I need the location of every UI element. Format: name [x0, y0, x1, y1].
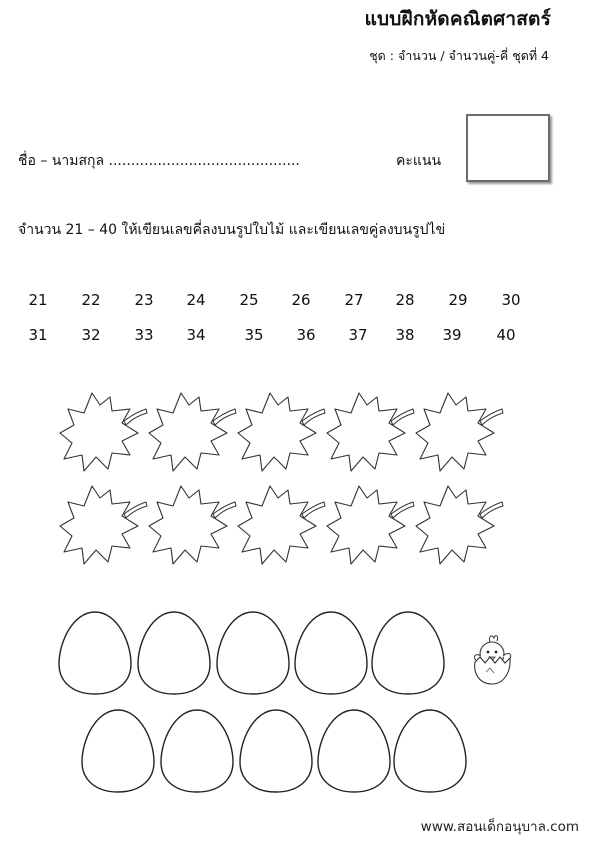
maple-leaf-icon[interactable] — [149, 393, 236, 471]
egg-outline-icon[interactable] — [82, 710, 154, 792]
maple-leaf-icon[interactable] — [416, 393, 503, 471]
egg-outline-icon[interactable] — [217, 612, 289, 694]
instruction-text: จำนวน 21 – 40 ให้เขียนเลขคี่ลงบนรูปใบไม้ และเขียนเลขคู่ลงบนรูปไข่ — [18, 222, 446, 238]
worksheet-subtitle: ชุด : จำนวน / จำนวนคู่-คี่ ชุดที่ 4 — [369, 48, 549, 63]
egg-outline-icon[interactable] — [394, 710, 466, 792]
maple-leaf-icon[interactable] — [327, 486, 414, 564]
egg-outline-icon[interactable] — [295, 612, 367, 694]
number-item: 29 — [448, 291, 468, 309]
egg-outline-icon[interactable] — [138, 612, 210, 694]
number-item: 28 — [395, 291, 415, 309]
number-item: 36 — [296, 326, 316, 344]
maple-leaf-icon[interactable] — [327, 393, 414, 471]
number-item: 39 — [442, 326, 462, 344]
number-item: 26 — [291, 291, 311, 309]
number-item: 25 — [239, 291, 259, 309]
egg-outline-icon[interactable] — [240, 710, 312, 792]
maple-leaf-icon[interactable] — [416, 486, 503, 564]
number-item: 38 — [395, 326, 415, 344]
name-field: ชื่อ – นามสกุล ........................................... — [18, 153, 300, 169]
footer-url[interactable]: www.สอนเด็กอนุบาล.com — [420, 819, 579, 835]
number-item: 23 — [134, 291, 154, 309]
egg-outline-icon[interactable] — [161, 710, 233, 792]
number-item: 31 — [28, 326, 48, 344]
number-item: 34 — [186, 326, 206, 344]
number-item: 37 — [348, 326, 368, 344]
egg-outline-icon[interactable] — [372, 612, 444, 694]
number-item: 35 — [244, 326, 264, 344]
number-item: 30 — [501, 291, 521, 309]
number-item: 32 — [81, 326, 101, 344]
number-item: 21 — [28, 291, 48, 309]
egg-outline-icon[interactable] — [59, 612, 131, 694]
score-label: คะแนน — [396, 153, 442, 169]
number-item: 22 — [81, 291, 101, 309]
number-item: 24 — [186, 291, 206, 309]
maple-leaf-icon[interactable] — [238, 393, 325, 471]
egg-outline-icon[interactable] — [318, 710, 390, 792]
hatching-chick-icon — [474, 636, 510, 684]
maple-leaf-icon[interactable] — [60, 486, 147, 564]
worksheet-title: แบบฝึกหัดคณิตศาสตร์ — [364, 8, 551, 30]
maple-leaf-icon[interactable] — [60, 393, 147, 471]
number-item: 33 — [134, 326, 154, 344]
number-item: 27 — [344, 291, 364, 309]
number-item: 40 — [496, 326, 516, 344]
maple-leaf-icon[interactable] — [238, 486, 325, 564]
maple-leaf-icon[interactable] — [149, 486, 236, 564]
